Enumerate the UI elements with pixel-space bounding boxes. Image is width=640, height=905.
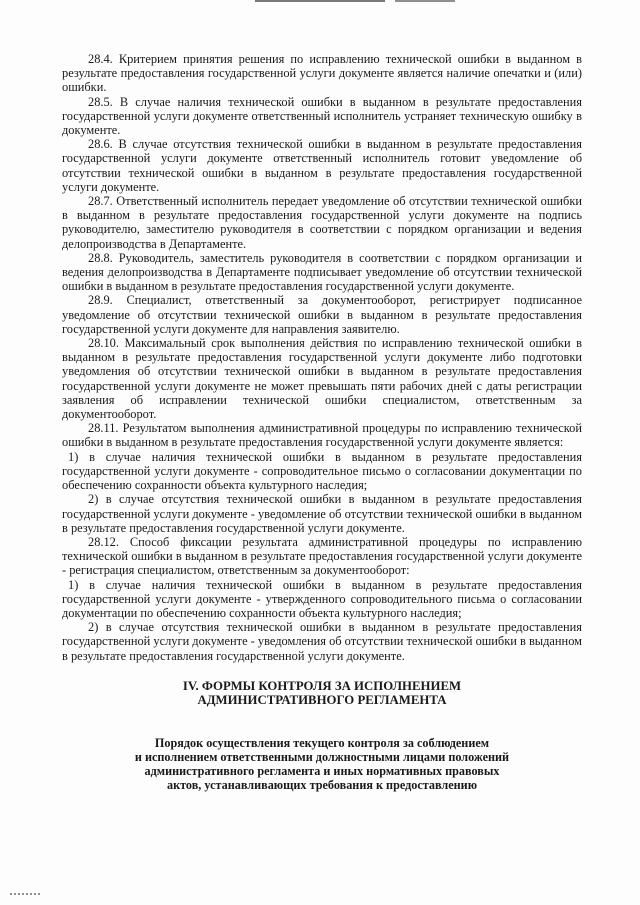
subsection-heading-line-2: и исполнением ответственными должностными лицами положений — [134, 749, 510, 764]
subsection-heading-line-3: административного регламента и иных нормативных правовых — [144, 764, 500, 779]
paragraph-28-9: 28.9. Специалист, ответственный за документооборот, регистрирует подписанное уведомление об отсутствии технической ошибки в выданном в результате предоставления государственной услуги документе для направления заявителю. — [62, 293, 582, 336]
subsection-heading-line-1: Порядок осуществления текущего контроля за соблюдением — [154, 735, 490, 750]
scan-artifact-top — [255, 0, 385, 2]
paragraph-28-7: 28.7. Ответственный исполнитель передает уведомление об отсутствии технической ошибки в выданном в результате предоставления государственной услуги документе на подпись руководителю, заместителю руководителя в соответствии с порядком организации и ведения делопроизводства в Департаменте. — [62, 194, 582, 251]
document-body — [62, 52, 582, 793]
section-heading-line-2: АДМИНИСТРАТИВНОГО РЕГЛАМЕНТА — [197, 693, 447, 708]
section-heading — [62, 679, 582, 708]
paragraph-28-6: 28.6. В случае отсутствия технической ошибки в выданном в результате предоставления государственной услуги документе ответственный исполнитель готовит уведомление об отсутствии технической ошибки в выданном в результате предоставления государственной услуги документе. — [62, 137, 582, 194]
paragraph-28-11-item-1 — [62, 450, 582, 493]
scan-artifact-bottom — [10, 893, 40, 897]
paragraph-28-10: 28.10. Максимальный срок выполнения действия по исправлению технической ошибки в выданном в результате предоставления государственной услуги документе либо подготовки уведомления об отсутствии технической ошибки в выданном в результате предоставления государственной услуги документе не может превышать пяти рабочих дней с даты регистрации заявления об исправлении технической ошибки специалистом, ответственным за документооборот. — [62, 336, 582, 422]
paragraph-28-12-item-2: 2) в случае отсутствия технической ошибки в выданном в результате предоставления государственной услуги документе - уведомления об отсутствии технической ошибки в выданном в результате предоставления государственной услуги документе. — [62, 620, 582, 663]
paragraph-28-11-item-2: 2) в случае отсутствия технической ошибки в выданном в результате предоставления государственной услуги документе - уведомление об отсутствии технической ошибки в выданном в результате предоставления государственной услуги документе. — [62, 492, 582, 535]
paragraph-28-4: 28.4. Критерием принятия решения по исправлению технической ошибки в выданном в результате предоставления государственной услуги документе является наличие опечатки и (или) ошибки. — [62, 52, 582, 95]
scan-artifact-top-right — [395, 0, 455, 2]
paragraph-28-11: 28.11. Результатом выполнения административной процедуры по исправлению технической ошибки в выданном в результате предоставления государственной услуги документе является: — [62, 421, 582, 450]
item-text: 1) в случае наличия технической ошибки в выданном в результате предоставления государственной услуги документе - утвержденного сопроводительного письма о согласовании документации по обеспечению сохранности объекта культурного наследия; — [62, 577, 582, 620]
subsection-heading — [62, 736, 582, 793]
section-heading-line-1: IV. ФОРМЫ КОНТРОЛЯ ЗА ИСПОЛНЕНИЕМ — [182, 678, 462, 693]
paragraph-28-12-item-1 — [62, 578, 582, 621]
subsection-heading-line-4: актов, устанавливающих требования к предоставлению — [166, 778, 478, 793]
paragraph-28-5: 28.5. В случае наличия технической ошибки в выданном в результате предоставления государственной услуги документе ответственный исполнитель устраняет техническую ошибку в документе. — [62, 94, 582, 138]
item-text: 1) в случае наличия технической ошибки в выданном в результате предоставления государственной услуги документе - сопроводительное письмо о согласовании документации по обеспечению сохранности объекта культурного наследия; — [62, 449, 582, 493]
paragraph-28-12: 28.12. Способ фиксации результата административной процедуры по исправлению технической ошибки в выданном в результате предоставления государственной услуги документе - регистрация специалистом, ответственным за документооборот: — [62, 534, 582, 578]
paragraph-28-8: 28.8. Руководитель, заместитель руководителя в соответствии с порядком организации и ведения делопроизводства в Департаменте подписывает уведомление об отсутствии технической ошибки в выданном в результате предоставления государственной услуги документе. — [62, 250, 582, 294]
